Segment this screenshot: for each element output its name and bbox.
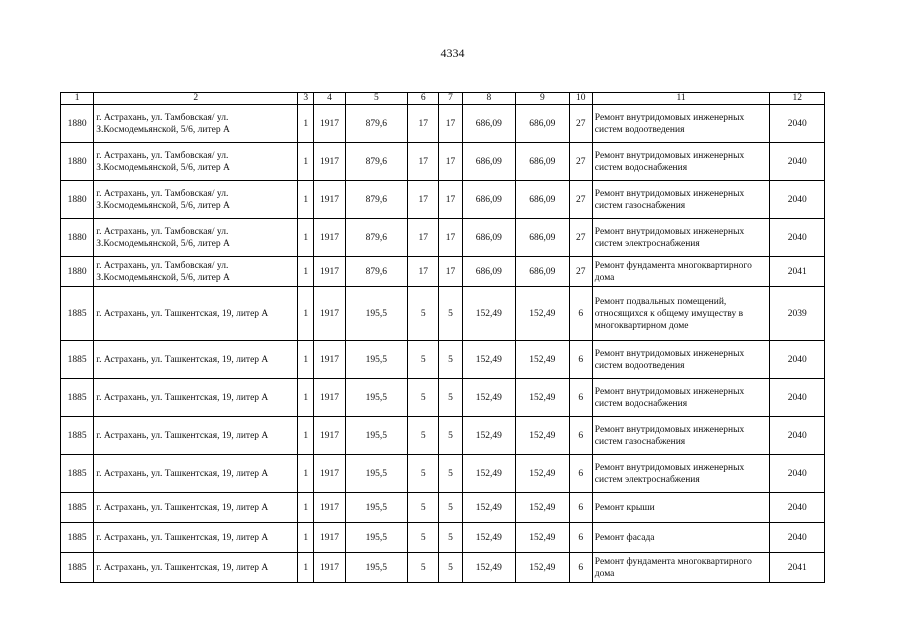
table-row — [61, 455, 825, 493]
cell-planned-year: 2040 — [770, 181, 825, 219]
cell-residents-count: 6 — [569, 493, 592, 523]
cell-owned-area: 152,49 — [516, 493, 569, 523]
cell-total-area: 879,6 — [345, 257, 408, 287]
cell-owned-area: 152,49 — [516, 455, 569, 493]
cell-total-area: 195,5 — [345, 553, 408, 583]
cell-address: г. Астрахань, ул. Ташкентская, 19, литер А — [94, 417, 298, 455]
cell-address: г. Астрахань, ул. Ташкентская, 19, литер А — [94, 379, 298, 417]
cell-total-area: 879,6 — [345, 105, 408, 143]
cell-item-number: 1880 — [61, 219, 94, 257]
cell-residential-area: 686,09 — [462, 143, 515, 181]
column-header: 3 — [298, 93, 314, 105]
cell-work-type: Ремонт внутридомовых инженерных систем электроснабжения — [592, 219, 770, 257]
cell-owned-area: 686,09 — [516, 181, 569, 219]
cell-owned-area: 686,09 — [516, 219, 569, 257]
cell-address: г. Астрахань, ул. Тамбовская/ ул. З.Космодемьянской, 5/6, литер А — [94, 105, 298, 143]
cell-work-type: Ремонт внутридомовых инженерных систем водоотведения — [592, 341, 770, 379]
cell-total-area: 879,6 — [345, 181, 408, 219]
capital-repair-table — [60, 92, 825, 583]
cell-planned-year: 2039 — [770, 287, 825, 341]
cell-residential-count: 5 — [439, 455, 462, 493]
table-row — [61, 493, 825, 523]
cell-residents-count: 6 — [569, 417, 592, 455]
cell-apartments-count: 17 — [408, 219, 439, 257]
cell-residential-area: 686,09 — [462, 219, 515, 257]
cell-work-type: Ремонт фундамента многоквартирного дома — [592, 257, 770, 287]
cell-apartments-count: 5 — [408, 523, 439, 553]
cell-address: г. Астрахань, ул. Ташкентская, 19, литер А — [94, 287, 298, 341]
cell-residential-area: 686,09 — [462, 105, 515, 143]
cell-planned-year: 2040 — [770, 379, 825, 417]
cell-total-area: 195,5 — [345, 523, 408, 553]
cell-apartments-count: 17 — [408, 181, 439, 219]
cell-planned-year: 2041 — [770, 553, 825, 583]
cell-address: г. Астрахань, ул. Ташкентская, 19, литер А — [94, 455, 298, 493]
cell-residential-count: 17 — [439, 143, 462, 181]
cell-residential-count: 17 — [439, 257, 462, 287]
column-header: 7 — [439, 93, 462, 105]
cell-apartments-count: 5 — [408, 287, 439, 341]
cell-owned-area: 152,49 — [516, 553, 569, 583]
cell-work-type: Ремонт внутридомовых инженерных систем электроснабжения — [592, 455, 770, 493]
cell-floors: 1 — [298, 455, 314, 493]
cell-floors: 1 — [298, 553, 314, 583]
cell-floors: 1 — [298, 257, 314, 287]
cell-residential-area: 152,49 — [462, 455, 515, 493]
cell-total-area: 195,5 — [345, 287, 408, 341]
cell-item-number: 1885 — [61, 379, 94, 417]
table-row — [61, 257, 825, 287]
cell-item-number: 1885 — [61, 341, 94, 379]
cell-build-year: 1917 — [314, 105, 345, 143]
column-header: 2 — [94, 93, 298, 105]
page-number: 4334 — [440, 46, 465, 60]
cell-planned-year: 2040 — [770, 523, 825, 553]
cell-floors: 1 — [298, 143, 314, 181]
cell-apartments-count: 5 — [408, 417, 439, 455]
cell-item-number: 1885 — [61, 523, 94, 553]
table-row — [61, 523, 825, 553]
table-row — [61, 553, 825, 583]
cell-build-year: 1917 — [314, 493, 345, 523]
cell-build-year: 1917 — [314, 455, 345, 493]
cell-total-area: 879,6 — [345, 143, 408, 181]
column-header: 11 — [592, 93, 770, 105]
cell-total-area: 195,5 — [345, 417, 408, 455]
cell-planned-year: 2040 — [770, 417, 825, 455]
cell-work-type: Ремонт внутридомовых инженерных систем газоснабжения — [592, 417, 770, 455]
cell-floors: 1 — [298, 219, 314, 257]
cell-item-number: 1880 — [61, 143, 94, 181]
cell-work-type: Ремонт внутридомовых инженерных систем газоснабжения — [592, 181, 770, 219]
cell-planned-year: 2040 — [770, 341, 825, 379]
cell-item-number: 1880 — [61, 257, 94, 287]
table-row — [61, 379, 825, 417]
cell-build-year: 1917 — [314, 523, 345, 553]
cell-residential-area: 152,49 — [462, 341, 515, 379]
cell-owned-area: 686,09 — [516, 105, 569, 143]
cell-floors: 1 — [298, 379, 314, 417]
cell-address: г. Астрахань, ул. Ташкентская, 19, литер А — [94, 341, 298, 379]
cell-residents-count: 6 — [569, 379, 592, 417]
cell-residential-count: 5 — [439, 553, 462, 583]
cell-item-number: 1885 — [61, 287, 94, 341]
cell-residential-count: 5 — [439, 341, 462, 379]
cell-planned-year: 2040 — [770, 219, 825, 257]
cell-address: г. Астрахань, ул. Тамбовская/ ул. З.Космодемьянской, 5/6, литер А — [94, 257, 298, 287]
cell-apartments-count: 17 — [408, 105, 439, 143]
cell-residents-count: 27 — [569, 257, 592, 287]
cell-apartments-count: 17 — [408, 143, 439, 181]
cell-floors: 1 — [298, 105, 314, 143]
cell-residential-area: 152,49 — [462, 287, 515, 341]
cell-residential-count: 5 — [439, 417, 462, 455]
cell-build-year: 1917 — [314, 287, 345, 341]
cell-residential-count: 17 — [439, 219, 462, 257]
cell-planned-year: 2040 — [770, 105, 825, 143]
cell-apartments-count: 17 — [408, 257, 439, 287]
cell-residential-count: 5 — [439, 287, 462, 341]
cell-floors: 1 — [298, 493, 314, 523]
cell-total-area: 195,5 — [345, 341, 408, 379]
cell-apartments-count: 5 — [408, 455, 439, 493]
cell-residents-count: 27 — [569, 181, 592, 219]
cell-owned-area: 152,49 — [516, 287, 569, 341]
cell-residents-count: 6 — [569, 455, 592, 493]
cell-total-area: 195,5 — [345, 379, 408, 417]
cell-residential-area: 152,49 — [462, 523, 515, 553]
cell-residents-count: 27 — [569, 219, 592, 257]
cell-residents-count: 6 — [569, 523, 592, 553]
cell-address: г. Астрахань, ул. Ташкентская, 19, литер А — [94, 523, 298, 553]
table-row — [61, 341, 825, 379]
cell-residents-count: 27 — [569, 105, 592, 143]
cell-floors: 1 — [298, 341, 314, 379]
cell-residents-count: 27 — [569, 143, 592, 181]
cell-address: г. Астрахань, ул. Тамбовская/ ул. З.Космодемьянской, 5/6, литер А — [94, 181, 298, 219]
table-row — [61, 181, 825, 219]
cell-owned-area: 686,09 — [516, 143, 569, 181]
header-row — [61, 93, 825, 105]
cell-address: г. Астрахань, ул. Ташкентская, 19, литер А — [94, 553, 298, 583]
table-row — [61, 219, 825, 257]
cell-build-year: 1917 — [314, 379, 345, 417]
table-row — [61, 417, 825, 455]
table-body — [61, 105, 825, 583]
cell-total-area: 195,5 — [345, 455, 408, 493]
cell-address: г. Астрахань, ул. Тамбовская/ ул. З.Космодемьянской, 5/6, литер А — [94, 219, 298, 257]
cell-apartments-count: 5 — [408, 493, 439, 523]
cell-residential-area: 152,49 — [462, 553, 515, 583]
column-header: 12 — [770, 93, 825, 105]
cell-owned-area: 152,49 — [516, 523, 569, 553]
cell-work-type: Ремонт фасада — [592, 523, 770, 553]
cell-planned-year: 2041 — [770, 257, 825, 287]
cell-work-type: Ремонт внутридомовых инженерных систем водоотведения — [592, 105, 770, 143]
cell-residential-count: 17 — [439, 181, 462, 219]
cell-residents-count: 6 — [569, 553, 592, 583]
cell-floors: 1 — [298, 181, 314, 219]
cell-residents-count: 6 — [569, 341, 592, 379]
cell-residential-area: 686,09 — [462, 257, 515, 287]
cell-owned-area: 152,49 — [516, 341, 569, 379]
cell-apartments-count: 5 — [408, 379, 439, 417]
cell-apartments-count: 5 — [408, 553, 439, 583]
column-header: 1 — [61, 93, 94, 105]
cell-work-type: Ремонт внутридомовых инженерных систем водоснабжения — [592, 143, 770, 181]
cell-owned-area: 152,49 — [516, 379, 569, 417]
cell-work-type: Ремонт крыши — [592, 493, 770, 523]
column-header: 10 — [569, 93, 592, 105]
cell-address: г. Астрахань, ул. Ташкентская, 19, литер А — [94, 493, 298, 523]
table-row — [61, 143, 825, 181]
cell-build-year: 1917 — [314, 219, 345, 257]
table-row — [61, 287, 825, 341]
cell-apartments-count: 5 — [408, 341, 439, 379]
cell-item-number: 1880 — [61, 181, 94, 219]
cell-floors: 1 — [298, 417, 314, 455]
cell-work-type: Ремонт подвальных помещений, относящихся к общему имуществу в многоквартирном доме — [592, 287, 770, 341]
cell-planned-year: 2040 — [770, 493, 825, 523]
cell-planned-year: 2040 — [770, 143, 825, 181]
cell-build-year: 1917 — [314, 417, 345, 455]
cell-residential-area: 152,49 — [462, 417, 515, 455]
cell-floors: 1 — [298, 287, 314, 341]
column-header: 9 — [516, 93, 569, 105]
cell-work-type: Ремонт фундамента многоквартирного дома — [592, 553, 770, 583]
cell-item-number: 1885 — [61, 417, 94, 455]
cell-item-number: 1885 — [61, 553, 94, 583]
cell-work-type: Ремонт внутридомовых инженерных систем водоснабжения — [592, 379, 770, 417]
cell-residential-area: 152,49 — [462, 493, 515, 523]
cell-residential-count: 5 — [439, 493, 462, 523]
cell-residential-area: 686,09 — [462, 181, 515, 219]
cell-address: г. Астрахань, ул. Тамбовская/ ул. З.Космодемьянской, 5/6, литер А — [94, 143, 298, 181]
cell-build-year: 1917 — [314, 143, 345, 181]
cell-residents-count: 6 — [569, 287, 592, 341]
column-header: 6 — [408, 93, 439, 105]
cell-item-number: 1885 — [61, 493, 94, 523]
cell-item-number: 1880 — [61, 105, 94, 143]
table-row — [61, 105, 825, 143]
cell-floors: 1 — [298, 523, 314, 553]
cell-residential-count: 17 — [439, 105, 462, 143]
column-header: 4 — [314, 93, 345, 105]
cell-build-year: 1917 — [314, 257, 345, 287]
cell-build-year: 1917 — [314, 181, 345, 219]
cell-total-area: 879,6 — [345, 219, 408, 257]
cell-residential-count: 5 — [439, 379, 462, 417]
cell-item-number: 1885 — [61, 455, 94, 493]
cell-planned-year: 2040 — [770, 455, 825, 493]
cell-build-year: 1917 — [314, 341, 345, 379]
column-header: 5 — [345, 93, 408, 105]
cell-total-area: 195,5 — [345, 493, 408, 523]
cell-owned-area: 686,09 — [516, 257, 569, 287]
cell-owned-area: 152,49 — [516, 417, 569, 455]
cell-build-year: 1917 — [314, 553, 345, 583]
column-header: 8 — [462, 93, 515, 105]
cell-residential-count: 5 — [439, 523, 462, 553]
cell-residential-area: 152,49 — [462, 379, 515, 417]
